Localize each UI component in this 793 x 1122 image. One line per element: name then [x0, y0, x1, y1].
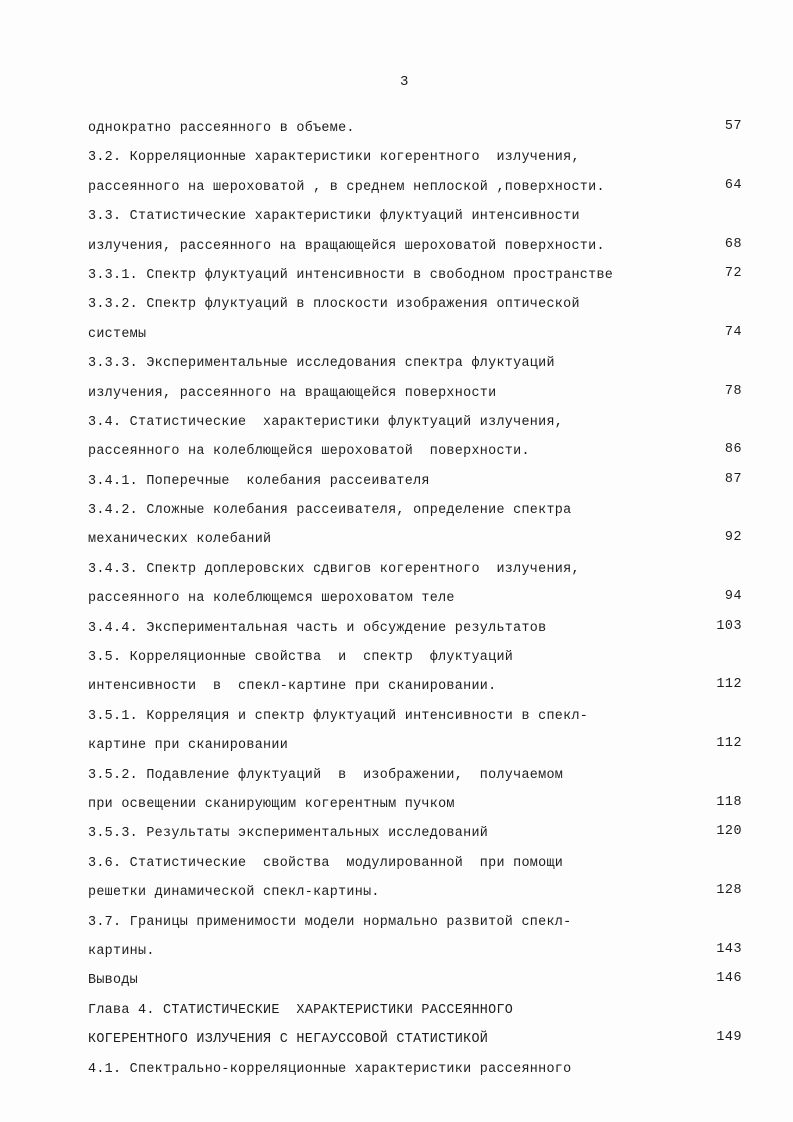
toc-line [88, 472, 744, 501]
toc-line [88, 677, 744, 706]
toc-line [88, 619, 744, 648]
toc-line [88, 119, 744, 148]
toc-entry-text: Глава 4. СТАТИСТИЧЕСКИЕ ХАРАКТЕРИСТИКИ РАССЕЯННОГО [88, 1002, 514, 1018]
toc-entry-text: Выводы [88, 973, 139, 989]
toc-entry-text: картине при сканировании [88, 738, 289, 754]
toc-line [88, 795, 744, 824]
toc-line [88, 1030, 744, 1059]
toc-entry-text: рассеянного на шероховатой , в среднем неплоской ,поверхности. [88, 179, 605, 195]
toc-entry-text: при освещении сканирующим когерентным пучком [88, 796, 455, 812]
toc-line [88, 237, 744, 266]
toc-line [88, 530, 744, 559]
toc-entry-page: 78 [724, 383, 742, 399]
toc-entry-page: 68 [724, 236, 742, 252]
toc-entry-page: 149 [716, 1030, 742, 1046]
toc-entry-text: решетки динамической спекл-картины. [88, 885, 380, 901]
toc-line [88, 736, 744, 765]
toc-line [88, 354, 744, 383]
toc-line [88, 325, 744, 354]
toc-line [88, 266, 744, 295]
toc-line [88, 913, 744, 942]
toc-line [88, 589, 744, 618]
toc-entry-text: 3.5.3. Результаты экспериментальных исследований [88, 826, 489, 842]
toc-entry-text: 3.3. Статистические характеристики флуктуаций интенсивности [88, 209, 580, 225]
toc-entry-text: рассеянного на колеблющемся шероховатом теле [88, 591, 455, 607]
toc-entry-text: механических колебаний [88, 532, 272, 548]
toc-line [88, 648, 744, 677]
toc-line [88, 971, 744, 1000]
toc-line [88, 207, 744, 236]
toc-line [88, 766, 744, 795]
toc-line [88, 384, 744, 413]
toc-entry-page: 146 [716, 971, 742, 987]
toc-entry-page: 112 [716, 736, 742, 752]
toc-line [88, 1001, 744, 1030]
toc-entry-page: 128 [716, 883, 742, 899]
toc-entry-text: 3.3.2. Спектр флуктуаций в плоскости изображения оптической [88, 297, 580, 313]
toc-entry-text: 3.4. Статистические характеристики флуктуаций излучения, [88, 414, 564, 430]
toc-entry-text: КОГЕРЕНТНОГО ИЗЛУЧЕНИЯ С НЕГАУССОВОЙ СТАТИСТИКОЙ [88, 1032, 489, 1048]
toc-entry-text: 3.2. Корреляционные характеристики когерентного излучения, [88, 150, 580, 166]
toc-entry-page: 74 [724, 324, 742, 340]
toc-entry-page: 72 [724, 265, 742, 281]
toc-entry-page: 87 [724, 471, 742, 487]
toc-line [88, 295, 744, 324]
page-number: 3 [400, 74, 409, 90]
toc-line [88, 824, 744, 853]
toc-entry-text: 3.5.2. Подавление флуктуаций в изображении, получаемом [88, 767, 564, 783]
toc-entry-text: 3.3.1. Спектр флуктуаций интенсивности в свободном пространстве [88, 267, 614, 283]
toc-entry-page: 92 [724, 530, 742, 546]
toc-entry-page: 118 [716, 794, 742, 810]
toc-line [88, 560, 744, 589]
toc-entry-text: системы [88, 326, 147, 342]
toc-line [88, 883, 744, 912]
toc-entry-page: 103 [716, 618, 742, 634]
toc-line [88, 707, 744, 736]
toc-entry-page: 120 [716, 824, 742, 840]
toc-entry-page: 64 [724, 177, 742, 193]
toc-entry-text: 3.7. Границы применимости модели нормально развитой спекл- [88, 914, 572, 930]
toc-entry-text: рассеянного на колеблющейся шероховатой поверхности. [88, 444, 530, 460]
toc-entry-text: излучения, рассеянного на вращающейся поверхности [88, 385, 497, 401]
toc-entry-text: интенсивности в спекл-картине при сканировании. [88, 679, 497, 695]
toc-line [88, 854, 744, 883]
table-of-contents [88, 119, 744, 1089]
toc-entry-text: 3.5. Корреляционные свойства и спектр флуктуаций [88, 650, 514, 666]
toc-entry-page: 94 [724, 589, 742, 605]
toc-line [88, 148, 744, 177]
toc-entry-text: однократно рассеянного в объеме. [88, 121, 355, 136]
toc-entry-text: картины. [88, 943, 155, 959]
toc-line [88, 413, 744, 442]
toc-entry-text: излучения, рассеянного на вращающейся шероховатой поверхности. [88, 238, 605, 254]
toc-entry-page: 86 [724, 442, 742, 458]
toc-entry-text: 3.4.4. Экспериментальная часть и обсуждение результатов [88, 620, 547, 636]
toc-line [88, 942, 744, 971]
toc-entry-text: 3.5.1. Корреляция и спектр флуктуаций интенсивности в спекл- [88, 708, 589, 724]
toc-line [88, 442, 744, 471]
toc-line [88, 501, 744, 530]
toc-entry-text: 4.1. Спектрально-корреляционные характеристики рассеянного [88, 1061, 572, 1077]
toc-entry-page: 143 [716, 941, 742, 957]
toc-entry-page: 112 [716, 677, 742, 693]
toc-entry-text: 3.3.3. Экспериментальные исследования спектра флуктуаций [88, 356, 555, 372]
toc-line [88, 178, 744, 207]
toc-entry-text: 3.4.3. Спектр доплеровских сдвигов когерентного излучения, [88, 561, 580, 577]
toc-entry-text: 3.4.2. Сложные колебания рассеивателя, определение спектра [88, 503, 572, 519]
toc-entry-text: 3.6. Статистические свойства модулированной при помощи [88, 855, 564, 871]
toc-line [88, 1060, 744, 1089]
toc-entry-page: 57 [724, 119, 742, 134]
toc-entry-text: 3.4.1. Поперечные колебания рассеивателя [88, 473, 430, 489]
